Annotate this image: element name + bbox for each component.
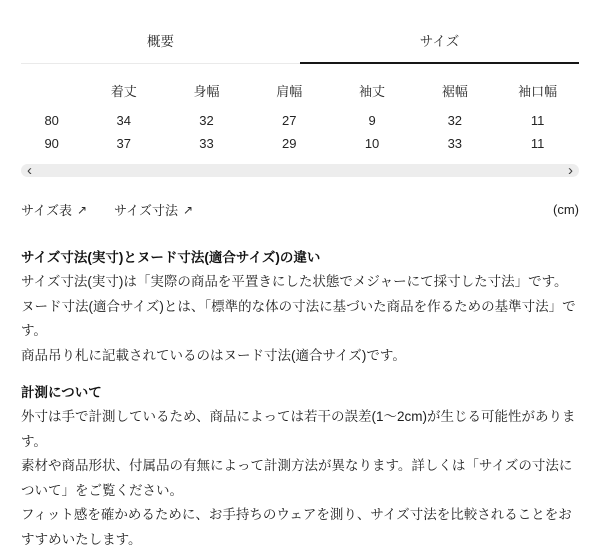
size-chart-link-label: サイズ表 bbox=[21, 203, 72, 218]
section-size-definitions bbox=[21, 245, 579, 368]
cell: 32 bbox=[199, 113, 214, 128]
section-measurement-note bbox=[21, 380, 579, 552]
table-horizontal-scrollbar[interactable] bbox=[21, 164, 579, 177]
col-header-hem-width: 裾幅 bbox=[441, 84, 468, 99]
col-header-shoulder-width: 肩幅 bbox=[276, 84, 303, 99]
size-measurement-link-label: サイズ寸法 bbox=[114, 203, 178, 218]
cell: 32 bbox=[447, 113, 463, 128]
table-row bbox=[21, 109, 579, 132]
col-header-body-width: 身幅 bbox=[193, 84, 220, 99]
cell: 11 bbox=[530, 113, 545, 128]
tab-bar bbox=[21, 0, 579, 64]
cell: 11 bbox=[530, 136, 545, 151]
cell: 37 bbox=[116, 136, 131, 151]
paragraph: 素材や商品形状、付属品の有無によって計測方法が異なります。詳しくは「サイズの寸法について」をご覧ください。 bbox=[21, 458, 573, 498]
paragraph: サイズ寸法(実寸)は「実際の商品を平置きにした状態でメジャーにて採寸した寸法」です。 bbox=[21, 274, 568, 289]
links-row bbox=[21, 200, 579, 219]
paragraph: 外寸は手で計測しているため、商品によっては若干の誤差(1〜2cm)が生じる可能性があります。 bbox=[21, 409, 576, 449]
size-table bbox=[21, 80, 579, 155]
size-chart-link[interactable] bbox=[21, 200, 87, 219]
row-label: 80 bbox=[44, 113, 59, 128]
chevron-right-icon[interactable]: › bbox=[568, 162, 573, 179]
tab-overview[interactable]: 概要 bbox=[21, 30, 300, 64]
paragraph: ヌード寸法(適合サイズ)とは、「標準的な体の寸法に基づいた商品を作るための基準寸法」です。 bbox=[21, 298, 576, 338]
table-row bbox=[21, 132, 579, 155]
paragraph: フィット感を確かめるために、お手持ちのウェアを測り、サイズ寸法を比較されることをおすすめいたします。 bbox=[21, 507, 572, 547]
cell: 34 bbox=[116, 113, 131, 128]
col-header-cuff-width: 袖口幅 bbox=[518, 84, 558, 99]
cell: 9 bbox=[368, 113, 376, 128]
size-table-corner-cell bbox=[21, 80, 82, 109]
unit-label: (cm) bbox=[553, 202, 579, 217]
cell: 10 bbox=[364, 136, 380, 151]
tab-size[interactable]: サイズ bbox=[300, 30, 579, 64]
col-header-body-length: 着丈 bbox=[110, 84, 137, 99]
section-heading: サイズ寸法(実寸)とヌード寸法(適合サイズ)の違い bbox=[21, 250, 321, 265]
cell: 29 bbox=[282, 136, 297, 151]
size-measurement-link[interactable] bbox=[114, 200, 193, 219]
col-header-sleeve-length: 袖丈 bbox=[359, 84, 386, 99]
size-table-header-row bbox=[21, 80, 579, 109]
cell: 33 bbox=[199, 136, 214, 151]
cell: 27 bbox=[282, 113, 297, 128]
external-link-icon: ↗ bbox=[76, 202, 88, 217]
row-label: 90 bbox=[44, 136, 59, 151]
cell: 33 bbox=[447, 136, 463, 151]
paragraph: 商品吊り札に記載されているのはヌード寸法(適合サイズ)です。 bbox=[21, 347, 406, 363]
section-heading: 計測について bbox=[21, 385, 102, 400]
chevron-left-icon[interactable]: ‹ bbox=[27, 162, 32, 179]
external-link-icon: ↗ bbox=[183, 202, 194, 217]
